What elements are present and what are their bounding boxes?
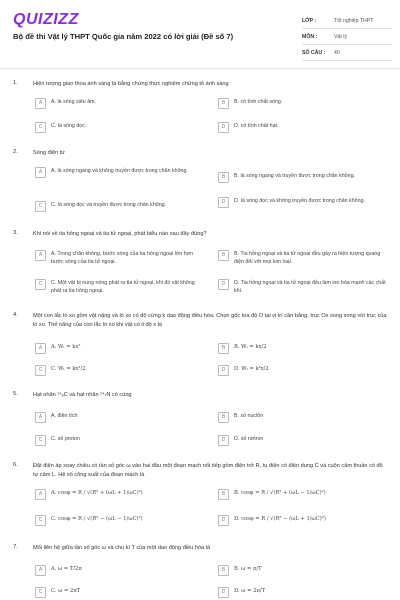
option-c[interactable]: [35, 123, 205, 133]
option-text: D. có tính chất hạt.: [234, 123, 279, 129]
question-4: [13, 312, 391, 382]
option-c[interactable]: [35, 516, 210, 526]
option-c[interactable]: [35, 366, 205, 376]
option-text: A. ω = T/2π: [51, 566, 82, 572]
option-letter: A: [35, 489, 46, 500]
option-letter: C: [35, 122, 46, 133]
option-text: C. số proton: [51, 436, 80, 442]
option-letter: C: [35, 587, 46, 598]
question-text: Sóng điện từ: [33, 150, 66, 156]
header-divider: [0, 68, 400, 69]
option-d[interactable]: [218, 436, 388, 446]
option-text: D. số nơtron: [234, 436, 264, 442]
option-letter: A: [35, 412, 46, 423]
option-letter: D: [218, 122, 229, 133]
option-text: B. Tia hồng ngoại và tia tử ngoại đều gây ra hiện tượng quang điện đối với mọi kim loại.: [234, 251, 381, 265]
option-letter: D: [218, 197, 229, 208]
info-label: MÔN :: [302, 33, 318, 40]
info-value: 40: [334, 49, 340, 56]
question-number: 4.: [13, 312, 18, 318]
option-letter: A: [35, 343, 46, 354]
option-text: C. cosφ = R / √(R² − (ωL − 1/ωC)²): [51, 516, 143, 522]
info-value: Vật lý: [334, 33, 347, 40]
option-text: C. Wₜ = kx²/2: [51, 366, 86, 372]
option-text: D. là sóng dọc và không truyền được trong chân không.: [234, 198, 365, 204]
info-row-class: [302, 13, 392, 29]
option-d[interactable]: [218, 280, 388, 295]
option-c[interactable]: [35, 280, 205, 295]
option-letter: B: [218, 412, 229, 423]
question-5: [13, 391, 391, 451]
option-letter: C: [35, 515, 46, 526]
question-text: Một con lắc lò xo gồm vật nặng và lò xo có độ cứng k dao động điều hòa. Chọn gốc tọa độ O tại vị trí cân bằng, trục Ox song song với trục của lò xo. Thế năng của con lắc lò xo khi vật có li độ x là: [33, 313, 387, 328]
option-a[interactable]: [35, 566, 205, 576]
question-text: Đặt điện áp xoay chiều có tần số góc ω vào hai đầu một đoạn mạch nối tiếp gồm điện trở R, tụ điện có điện dung C và cuộn cảm thuần có độ tự cảm L. Hệ số công suất của đoạn mạch là: [33, 463, 383, 478]
option-text: B. ω = π/T: [234, 566, 262, 572]
question-7: [13, 544, 391, 600]
option-text: B. cosφ = R / √(R² + (ωL − 1/ωC)²): [234, 490, 326, 496]
option-a[interactable]: [35, 344, 205, 354]
document-title: Bộ đề thi Vật lý THPT Quốc gia năm 2022 có lời giải (Đề số 7): [13, 32, 234, 41]
question-number: 7.: [13, 544, 18, 550]
option-d[interactable]: [218, 123, 388, 133]
option-text: B. có tính chất sóng.: [234, 99, 283, 105]
option-text: C. là sóng dọc.: [51, 123, 87, 129]
option-letter: A: [35, 167, 46, 178]
option-text: D. ω = 2π/T: [234, 588, 266, 594]
info-label: SỐ CÂU :: [302, 49, 326, 56]
option-letter: B: [218, 98, 229, 109]
question-text: Mối liên hệ giữa tần số góc ω và chu kì T của một dao động điều hòa là: [33, 545, 211, 551]
option-text: C. là sóng dọc và truyền được trong chân không.: [51, 202, 167, 208]
option-a[interactable]: [35, 413, 205, 423]
info-row-subject: [302, 29, 392, 45]
option-letter: A: [35, 98, 46, 109]
brand-logo: QUIZIZZ: [13, 11, 79, 28]
question-text: Hiện tượng giao thoa ánh sáng là bằng chứng thực nghiệm chứng tỏ ánh sáng: [33, 81, 229, 87]
option-letter: C: [35, 201, 46, 212]
worksheet-info: [302, 13, 392, 61]
option-text: B. là sóng ngang và truyền được trong chân không.: [234, 173, 355, 179]
info-row-count: [302, 45, 392, 61]
question-number: 1.: [13, 80, 18, 86]
option-text: A. Trong chân không, bước sóng của tia hồng ngoại lớn hơn bước sóng của tia tử ngoại.: [51, 251, 194, 265]
option-text: D. Tia hồng ngoại và tia tử ngoại đều làm ion hóa mạnh các chất khí.: [234, 280, 386, 294]
option-d[interactable]: [218, 366, 388, 376]
worksheet-header: [0, 0, 400, 68]
question-number: 6.: [13, 462, 18, 468]
option-text: C. Một vật bị nung nóng phát ra tia tử ngoại, khi đó vật không phát ra tia hồng ngoại.: [51, 280, 195, 294]
option-a[interactable]: [35, 168, 205, 178]
option-text: C. ω = 2πT: [51, 588, 81, 594]
option-letter: C: [35, 365, 46, 376]
option-b[interactable]: [218, 566, 388, 576]
question-text: Hạt nhân ¹⁴₆C và hạt nhân ¹⁴₇N có cùng: [33, 392, 132, 398]
question-text: Khi nói về tia hồng ngoại và tia tử ngoại, phát biểu nào sau đây đúng?: [33, 231, 207, 237]
info-value: Tốt nghiệp THPT: [334, 17, 374, 24]
option-letter: B: [218, 172, 229, 183]
option-text: B. Wₜ = kx/2: [234, 344, 267, 350]
option-letter: D: [218, 515, 229, 526]
option-d[interactable]: [218, 198, 388, 208]
option-letter: D: [218, 279, 229, 290]
question-2: [13, 149, 391, 221]
option-a[interactable]: [35, 99, 205, 109]
option-c[interactable]: [35, 436, 205, 446]
option-text: D. Wₜ = k²x/2: [234, 366, 269, 372]
question-1: [13, 80, 391, 140]
option-a[interactable]: [35, 251, 205, 266]
option-b[interactable]: [218, 344, 388, 354]
option-letter: A: [35, 250, 46, 261]
option-text: A. cosφ = R / √(R² + (ωL + 1/ωC)²): [51, 490, 143, 496]
option-letter: D: [218, 587, 229, 598]
question-number: 5.: [13, 391, 18, 397]
option-letter: B: [218, 250, 229, 261]
option-text: A. là sóng ngang và không truyền được trong chân không.: [51, 168, 188, 174]
option-a[interactable]: [35, 490, 210, 500]
option-letter: C: [35, 279, 46, 290]
option-b[interactable]: [218, 251, 388, 266]
option-text: A. điện tích: [51, 413, 78, 419]
option-letter: C: [35, 435, 46, 446]
option-b[interactable]: [218, 173, 393, 183]
option-letter: B: [218, 489, 229, 500]
option-b[interactable]: [218, 490, 393, 500]
option-b[interactable]: [218, 413, 388, 423]
option-d[interactable]: [218, 516, 393, 526]
option-letter: D: [218, 365, 229, 376]
option-text: A. Wₜ = kx²: [51, 344, 81, 350]
option-text: A. là sóng siêu âm.: [51, 99, 97, 105]
question-number: 2.: [13, 149, 18, 155]
option-c[interactable]: [35, 588, 205, 598]
option-d[interactable]: [218, 588, 388, 598]
option-letter: B: [218, 343, 229, 354]
question-number: 3.: [13, 230, 18, 236]
option-letter: B: [218, 565, 229, 576]
option-c[interactable]: [35, 202, 225, 212]
question-6: [13, 462, 391, 537]
option-letter: A: [35, 565, 46, 576]
question-3: [13, 230, 391, 305]
option-text: D. cosφ = R / √(R² − (ωL + 1/ωC)²): [234, 516, 326, 522]
option-b[interactable]: [218, 99, 388, 109]
option-text: B. số nuclôn: [234, 413, 264, 419]
info-label: LỚP :: [302, 17, 317, 24]
option-letter: D: [218, 435, 229, 446]
